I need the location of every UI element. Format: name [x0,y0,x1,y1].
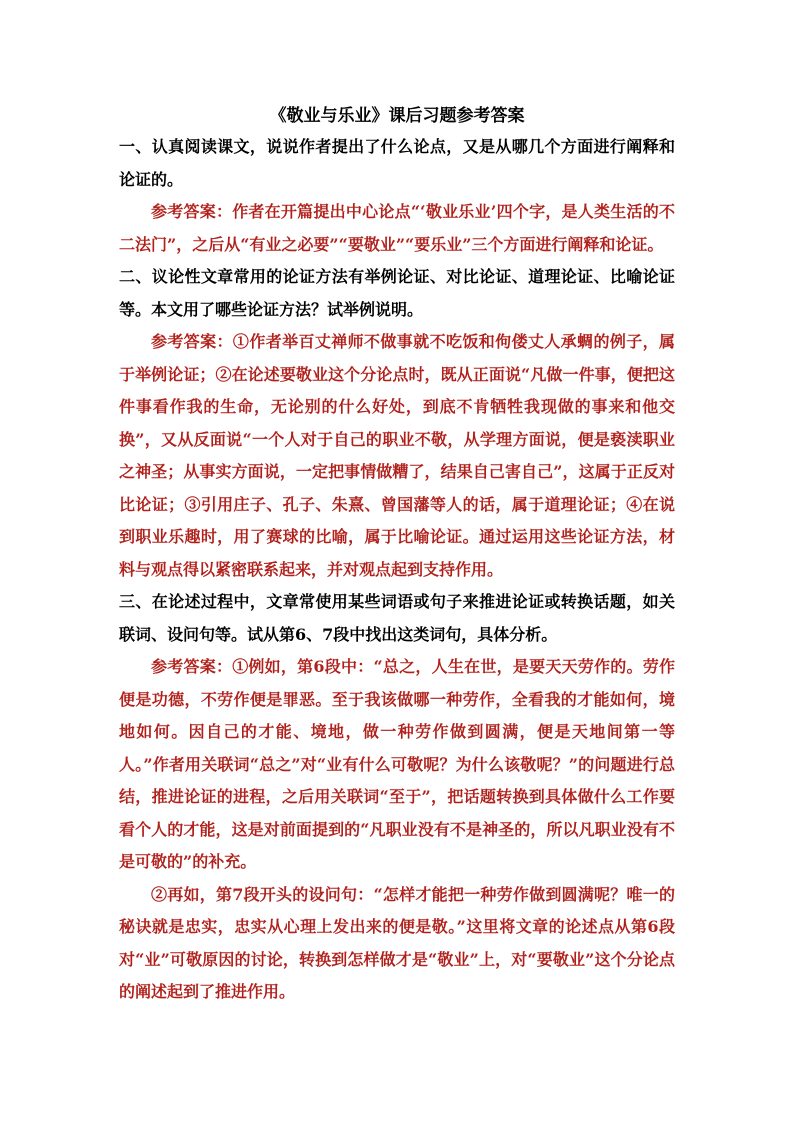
document-page [119,103,675,1009]
answer-3-part-2: ②再如，第7段开头的设问句：“怎样才能把一种劳作做到圆满呢？唯一的秘诀就是忠实，忠实从心理上发出来的便是敬。”这里将文章的论述点从第6段对“业”可敬原因的讨论，转换到怎样做才是“敬业”上，对“要敬业”这个分论点的阐述起到了推进作用。 [119,884,675,1001]
answer-1: 参考答案：作者在开篇提出中心论点“‘敬业乐业’四个字，是人类生活的不二法门”，之后从“有业之必要”“要敬业”“要乐业”三个方面进行阐释和论证。 [119,202,675,254]
answer-3-part-1: 参考答案：①例如，第6段中：“总之，人生在世，是要天天劳作的。劳作便是功德，不劳作便是罪恶。至于我该做哪一种劳作，全看我的才能如何，境地如何。因自己的才能、境地，做一种劳作做到圆满，便是天地间第一等人。”作者用关联词“总之”对“业有什么可敬呢？为什么该敬呢？”的问题进行总结，推进论证的进程，之后用关联词“至于”，把话题转换到具体做什么工作要看个人的才能，这是对前面提到的“凡职业没有不是神圣的，所以凡职业没有不是可敬的”的补充。 [119,657,675,871]
question-2: 二、议论性文章常用的论证方法有举例论证、对比论证、道理论证、比喻论证等。本文用了哪些论证方法？试举例说明。 [119,267,675,319]
question-1: 一、认真阅读课文，说说作者提出了什么论点，又是从哪几个方面进行阐释和论证的。 [119,137,675,189]
document-title: 《敬业与乐业》课后习题参考答案 [269,106,525,126]
question-3: 三、在论述过程中，文章常使用某些词语或句子来推进论证或转换话题，如关联词、设问句等。试从第6、7段中找出这类词句，具体分析。 [119,592,675,644]
answer-2: 参考答案：①作者举百丈禅师不做事就不吃饭和佝偻丈人承蜩的例子，属于举例论证；②在论述要敬业这个分论点时，既从正面说“凡做一件事，便把这件事看作我的生命，无论别的什么好处，到底不肯牺牲我现做的事来和他交换”，又从反面说“一个人对于自己的职业不敬，从学理方面说，便是亵渎职业之神圣；从事实方面说，一定把事情做糟了，结果自己害自己”，这属于正反对比论证；③引用庄子、孔子、朱熹、曾国藩等人的话，属于道理论证；④在说到职业乐趣时，用了赛球的比喻，属于比喻论证。通过运用这些论证方法，材料与观点得以紧密联系起来，并对观点起到支持作用。 [119,332,675,579]
